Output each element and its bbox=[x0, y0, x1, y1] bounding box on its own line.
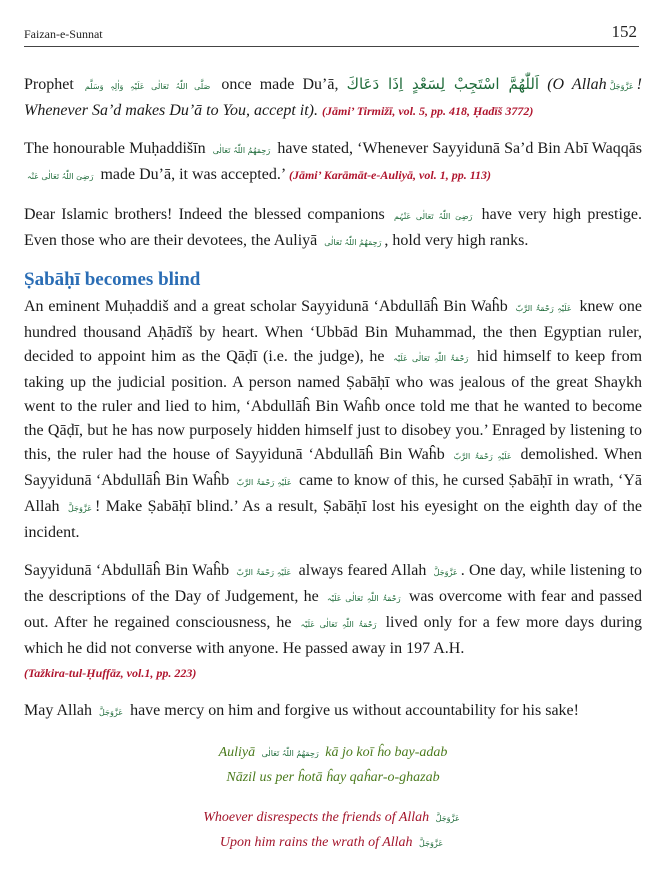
reference-citation: (Jāmi’ Karāmāt-e-Auliyā, vol. 1, pp. 113) bbox=[288, 168, 492, 182]
honorific: رَحِمَهُمُ اللّٰہُ تَعَالٰی bbox=[212, 146, 271, 155]
arabic-dua: اَللّٰهُمَّ اسْتَجِبْ لِسَعْدٍ اِذَا دَعَاكَ bbox=[346, 75, 540, 93]
text-run: ! Make Ṣabāḥī blind.’ As a result, Ṣabāḥī lost his eyesight on the eighth day of the incident. bbox=[24, 498, 642, 541]
couplet-line-2: Nāzil us per ĥotā ĥay qaĥar-o-ghazab bbox=[226, 770, 440, 785]
page-content bbox=[24, 72, 642, 856]
paragraph-3 bbox=[24, 203, 642, 255]
honorific: عَزَّوَجَلَّ bbox=[419, 839, 444, 848]
text-run: An eminent Muḥaddiš and a great scholar Sayyidunā ‘Abdullāĥ Bin Waĥb bbox=[24, 298, 508, 315]
text-run: demolished. When Sayyidunā ‘Abdullāĥ Bin Waĥb bbox=[24, 446, 643, 489]
honorific: عَلَیْہِ رَحْمَۃُ الرَّبّ bbox=[515, 304, 572, 313]
text-run: ! Whenever Sa’d makes Du’ā to You, accept it). bbox=[24, 76, 642, 119]
honorific: رَحْمَۃُ اللّٰہِ تَعَالٰی عَلَیْہ bbox=[393, 354, 469, 363]
honorific: عَلَیْہِ رَحْمَۃُ الرَّبّ bbox=[236, 568, 292, 577]
paragraph-4 bbox=[24, 295, 642, 545]
honorific: رَحِمَهُمُ اللّٰہُ تَعَالٰی bbox=[324, 238, 382, 247]
text-run: have very high prestige. Even those who are their devotees, the Auliyā bbox=[24, 206, 643, 249]
page-number: 152 bbox=[611, 22, 637, 41]
paragraph-6 bbox=[24, 699, 642, 725]
honorific: عَزَّوَجَلَّ bbox=[433, 568, 458, 577]
text-run: The honourable Muḥaddišīn bbox=[24, 140, 206, 157]
honorific: صَلَّی اللّٰہُ تَعَالٰی عَلَیْہِ وَاٰلِہٖ وَسَلَّم bbox=[84, 82, 211, 91]
text-run: was overcome with fear and passed out. After he regained consciousness, he bbox=[24, 588, 643, 631]
text-run: made Du’ā, it was accepted.’ bbox=[100, 166, 285, 183]
honorific: عَلَیْہِ رَحْمَۃُ الرَّبّ bbox=[453, 452, 512, 461]
page-header bbox=[24, 22, 639, 47]
honorific: رَضِیَ اللّٰہُ تَعَالٰی عَنْہُم bbox=[393, 212, 473, 221]
text-run: Sayyidunā ‘Abdullāĥ Bin Waĥb bbox=[24, 562, 230, 579]
text-run: , hold very high ranks. bbox=[384, 232, 529, 249]
honorific: رَحْمَۃُ اللّٰہِ تَعَالٰی عَلَیْہ bbox=[327, 594, 401, 603]
text-run: Prophet bbox=[24, 76, 74, 93]
english-couplet bbox=[24, 806, 642, 856]
text-run: knew one hundred thousand Aḥādīš by heart. When ‘Ubbād Bin Muhammad, the then Egyptian ruler, decided to appoint him as the Qāḍī (i.e. the judge), he bbox=[24, 298, 643, 365]
paragraph-2 bbox=[24, 137, 642, 189]
couplet-line-1 bbox=[24, 806, 642, 831]
text-run: (O Allah bbox=[547, 76, 607, 93]
urdu-couplet bbox=[24, 741, 642, 790]
text-run: always feared Allah bbox=[298, 562, 427, 579]
paragraph-1 bbox=[24, 72, 642, 123]
text-run: Auliyā bbox=[218, 745, 256, 760]
honorific: رَحِمَهُمُ اللّٰہُ تَعَالٰی bbox=[261, 749, 319, 758]
text-run: have mercy on him and forgive us without accountability for his sake! bbox=[130, 702, 579, 719]
text-run: have stated, ‘Whenever Sayyidunā Sa’d Bin Abī Waqqās bbox=[277, 140, 643, 157]
reference-citation: (Tažkira-tul-Ḥuffāz, vol.1, pp. 223) bbox=[24, 666, 197, 680]
section-heading: Ṣabāḥī becomes blind bbox=[24, 269, 201, 290]
text-run: . One day, while listening to the descriptions of the Day of Judgement, he bbox=[24, 562, 643, 605]
honorific: عَزَّوَجَلَّ bbox=[99, 708, 124, 717]
text-run: once made Du’ā, bbox=[221, 76, 339, 93]
text-run: kā jo koī ĥo bay-adab bbox=[325, 745, 448, 760]
text-run: hid himself to keep from taking up the judicial position. A person named Ṣabāḥī who was jealous of the great Shaykh went to the ruler and lied to him, ‘Abdullāĥ Bin Waĥb once told me that he wanted to become the Qāḍī, but he has now purposely hidden himself just to disobey you.’ Enraged by listening to this, the ruler had the house of Sayyidunā ‘Abdullāĥ Bin Waĥb bbox=[24, 348, 643, 463]
text-run: lived only for a few more days during which he did not converse with anyone. He passed away in 197 A.H. bbox=[24, 614, 643, 657]
book-title: Faizan-e-Sunnat bbox=[24, 27, 103, 41]
reference-citation: (Jāmi’ Tirmižī, vol. 5, pp. 418, Ḥadīš 3772) bbox=[322, 104, 534, 118]
text-run: May Allah bbox=[24, 702, 92, 719]
honorific: عَزَّوَجَلَّ bbox=[67, 504, 93, 513]
paragraph-5 bbox=[24, 559, 642, 685]
honorific: عَلَیْہِ رَحْمَۃُ الرَّبّ bbox=[236, 478, 292, 487]
text-run: came to know of this, he cursed Ṣabāḥī in wrath, ‘Yā Allah bbox=[24, 472, 642, 515]
honorific: رَحْمَۃُ اللّٰہِ تَعَالٰی عَلَیْہ bbox=[300, 620, 377, 629]
honorific: عَزَّوَجَلَّ bbox=[435, 814, 460, 823]
honorific: عَزَّوَجَلَّ bbox=[609, 82, 634, 91]
text-run: Dear Islamic brothers! Indeed the blessed companions bbox=[24, 206, 385, 223]
couplet-line-1 bbox=[24, 741, 642, 766]
couplet-line-2 bbox=[24, 831, 642, 856]
text-run: Whoever disrespects the friends of Allah bbox=[203, 810, 430, 825]
text-run: Upon him rains the wrath of Allah bbox=[219, 835, 413, 850]
honorific: رَضِیَ اللّٰہُ تَعَالٰی عَنْہ bbox=[27, 172, 94, 181]
